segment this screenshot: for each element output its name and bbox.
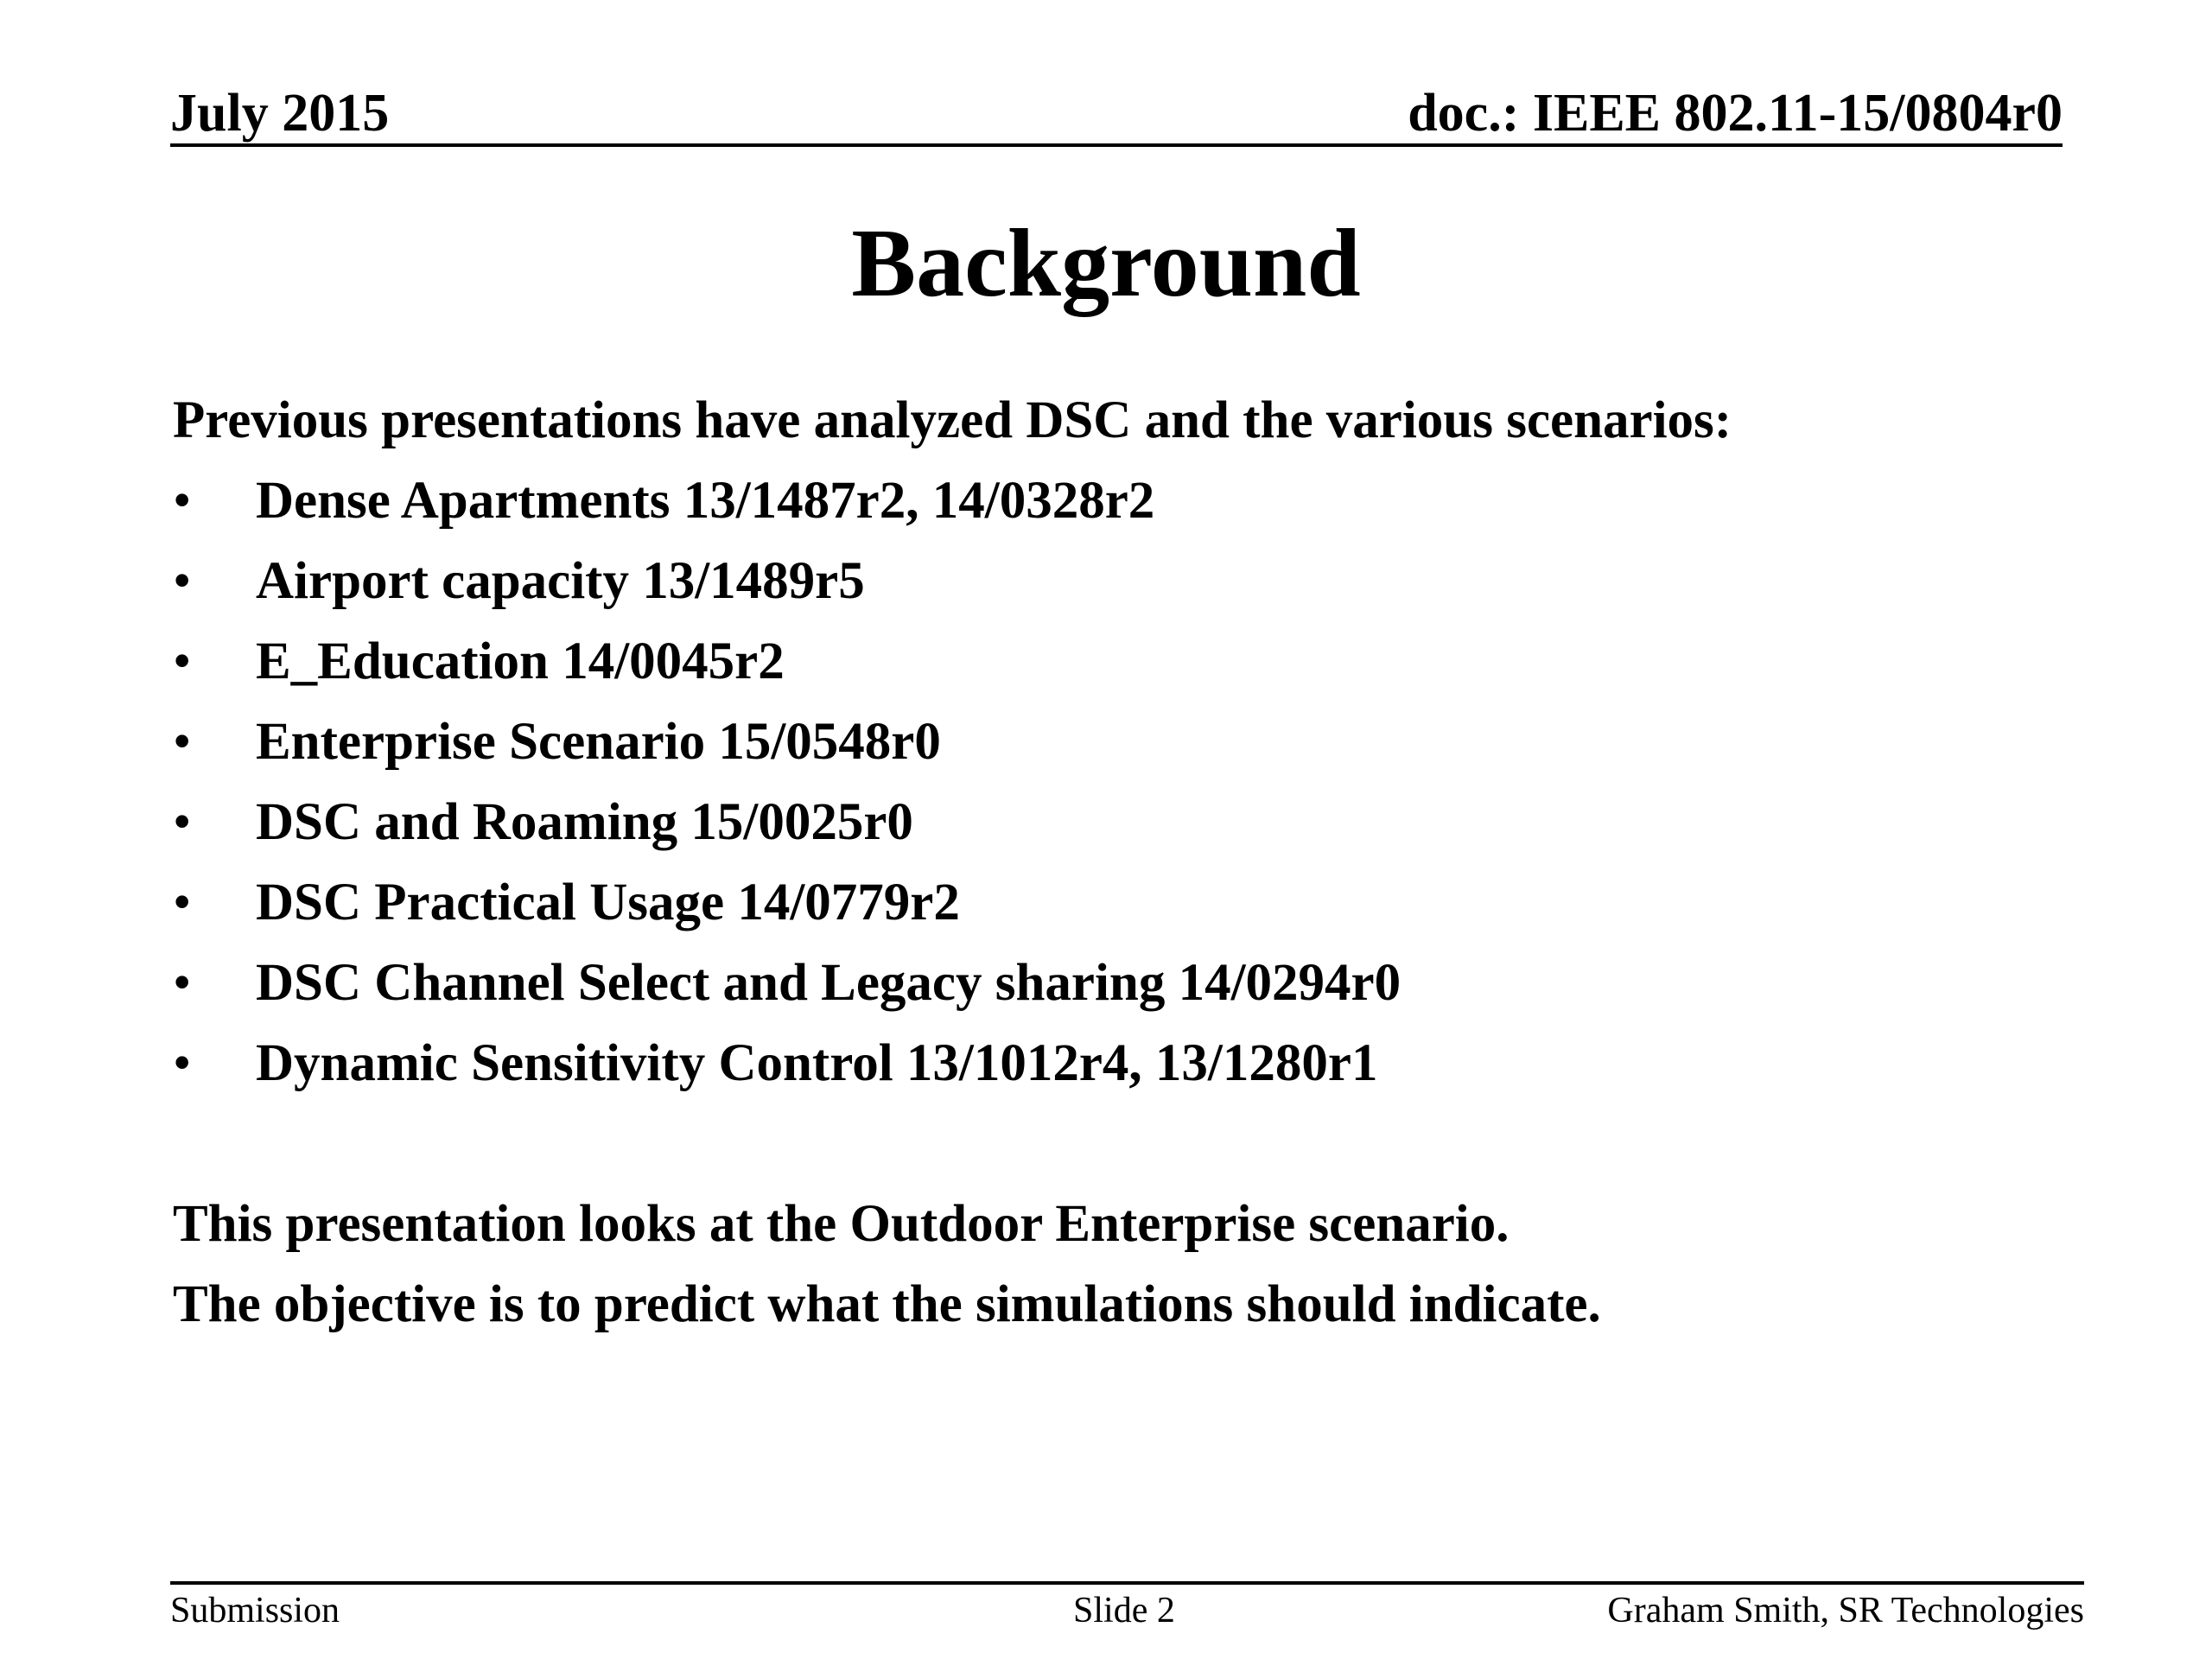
list-item-text: DSC Practical Usage 14/0779r2 [256, 874, 960, 931]
list-item-text: E_Education 14/0045r2 [256, 632, 785, 690]
slide-content [173, 380, 2074, 1344]
bullet-icon: • [173, 472, 192, 530]
list-item-text: Airport capacity 13/1489r5 [256, 552, 865, 610]
bullet-icon: • [173, 1034, 192, 1092]
paragraph: This presentation looks at the Outdoor Enterprise scenario. [173, 1195, 1510, 1253]
list-item [173, 461, 2074, 541]
header-date: July 2015 [170, 84, 390, 143]
list-item [173, 702, 2074, 782]
list-item-text: Dynamic Sensitivity Control 13/1012r4, 13/1280r1 [256, 1034, 1378, 1092]
bullet-icon: • [173, 713, 192, 771]
slide-header [170, 83, 2063, 147]
list-item-text: DSC Channel Select and Legacy sharing 14/0294r0 [256, 954, 1402, 1012]
slide-footer [170, 1581, 2084, 1637]
list-item [173, 782, 2074, 862]
footer-author: Graham Smith, SR Technologies [1607, 1591, 2084, 1630]
bullet-icon: • [173, 793, 192, 851]
list-item-text: Enterprise Scenario 15/0548r0 [256, 713, 941, 771]
bullet-icon: • [173, 632, 192, 690]
bullet-icon: • [173, 954, 192, 1012]
footer-submission: Submission [170, 1591, 340, 1630]
list-item-text: DSC and Roaming 15/0025r0 [256, 793, 913, 851]
list-item-text: Dense Apartments 13/1487r2, 14/0328r2 [256, 472, 1155, 530]
slide-title: Background [851, 210, 1361, 317]
intro-text: Previous presentations have analyzed DSC and the various scenarios: [173, 391, 1732, 449]
list-item [173, 621, 2074, 702]
paragraph: The objective is to predict what the simulations should indicate. [173, 1275, 1601, 1333]
bullet-icon: • [173, 874, 192, 931]
bullet-icon: • [173, 552, 192, 610]
spacer [173, 1103, 2074, 1184]
bullet-list [173, 461, 2074, 1103]
list-item [173, 943, 2074, 1023]
header-document-id: doc.: IEEE 802.11-15/0804r0 [1408, 84, 2063, 143]
list-item [173, 1023, 2074, 1103]
footer-slide-number: Slide 2 [1073, 1591, 1175, 1630]
list-item [173, 862, 2074, 943]
list-item [173, 541, 2074, 621]
